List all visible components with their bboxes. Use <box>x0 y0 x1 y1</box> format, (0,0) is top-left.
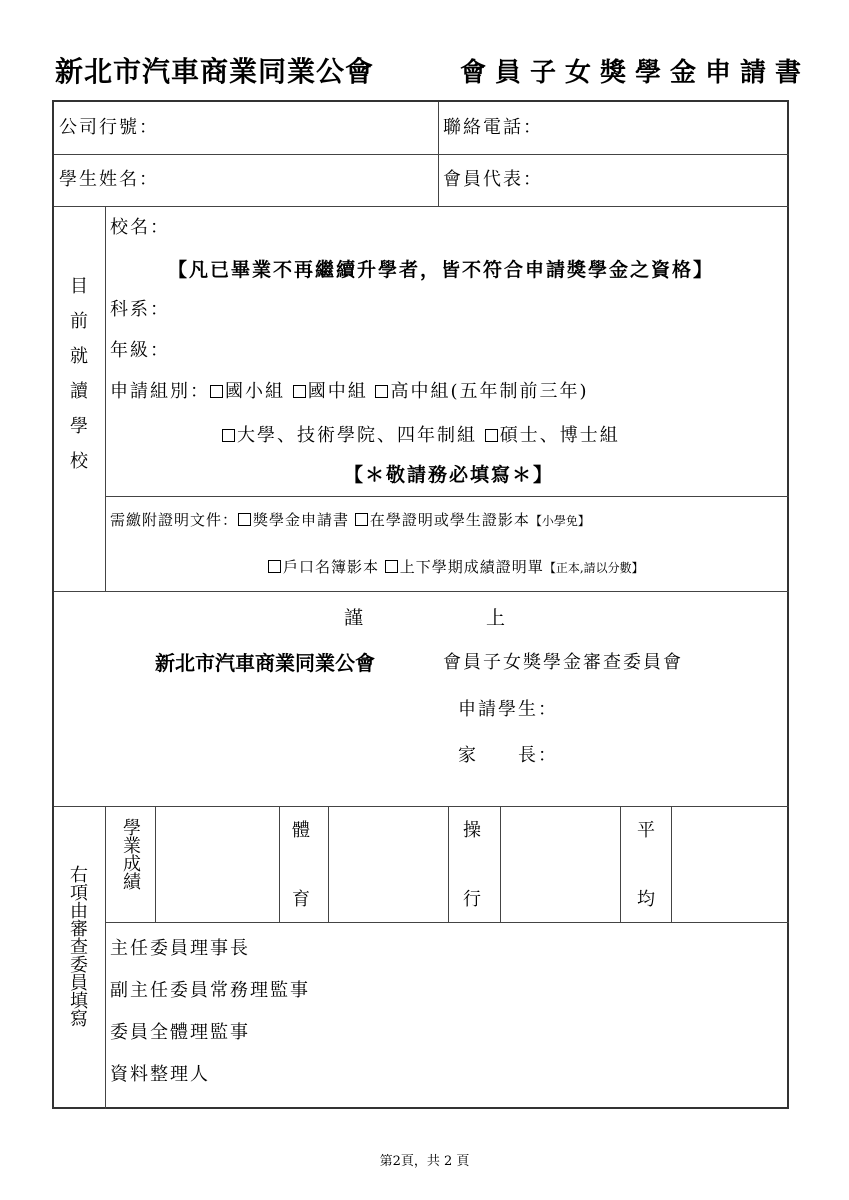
pe-label-bottom: 育 <box>292 889 312 910</box>
column-divider <box>155 806 156 922</box>
signer-chairman[interactable]: 主任委員理事長 <box>110 938 250 959</box>
conduct-label-top: 操 <box>463 820 483 841</box>
application-form <box>52 100 789 1109</box>
form-title: 會員子女獎學金申請書 <box>460 58 811 88</box>
average-grade-input[interactable] <box>673 808 788 921</box>
column-divider <box>279 806 280 922</box>
column-divider <box>105 206 106 591</box>
school-section-label: 目前就讀學校 <box>67 276 88 486</box>
row-divider <box>54 154 789 155</box>
group-options-row-1 <box>110 383 589 401</box>
checkbox-doc-household[interactable] <box>268 560 281 573</box>
documents-row-1 <box>110 513 590 528</box>
page-number: 第2頁，共 2 頁 <box>379 1154 470 1169</box>
column-divider <box>500 806 501 922</box>
checkbox-junior-high[interactable] <box>293 385 306 398</box>
column-divider <box>671 806 672 922</box>
checkbox-graduate[interactable] <box>485 429 498 442</box>
option-senior-high-label: 高中組(五年制前三年) <box>390 381 589 402</box>
doc-transcript-label: 上下學期成績證明單 <box>399 558 544 576</box>
option-university-label: 大學、技術學院、四年制組 <box>237 425 477 446</box>
department-field[interactable]: 科系： <box>110 299 170 320</box>
grade-field[interactable]: 年級： <box>110 340 170 361</box>
submit-word: 上 <box>486 607 508 629</box>
option-elementary-label: 國小組 <box>225 381 285 402</box>
checkbox-doc-transcript[interactable] <box>385 560 398 573</box>
column-divider <box>448 806 449 922</box>
academic-grade-label: 學業成績 <box>120 818 141 890</box>
academic-grade-input[interactable] <box>157 808 278 921</box>
required-notice: 【＊敬請務必填寫＊】 <box>344 464 555 486</box>
checkbox-doc-enrollment[interactable] <box>355 513 368 526</box>
option-graduate-label: 碩士、博士組 <box>499 425 620 446</box>
phone-field[interactable]: 聯絡電話： <box>443 117 543 138</box>
row-divider <box>105 922 789 923</box>
average-label-top: 平 <box>637 820 657 841</box>
doc-enrollment-note: 【小學免】 <box>529 514 590 528</box>
conduct-label-bottom: 行 <box>463 889 483 910</box>
option-junior-high-label: 國中組 <box>307 381 368 402</box>
doc-application-label: 獎學金申請書 <box>253 511 350 529</box>
header <box>55 50 811 94</box>
signer-data-organizer[interactable]: 資料整理人 <box>110 1064 210 1085</box>
company-name-field[interactable]: 公司行號： <box>59 117 159 138</box>
parent-signature-field[interactable]: 家 長： <box>458 745 558 766</box>
column-divider <box>438 102 439 206</box>
review-section-label: 右項由審查委員填寫 <box>67 865 88 1027</box>
applicant-signature-field[interactable]: 申請學生： <box>458 699 558 720</box>
group-label: 申請組別： <box>110 381 210 402</box>
graduate-notice: 【凡已畢業不再繼續升學者，皆不符合申請獎學金之資格】 <box>168 259 715 281</box>
signer-vice-chairman[interactable]: 副主任委員常務理監事 <box>110 980 310 1001</box>
row-divider <box>54 206 789 207</box>
checkbox-senior-high[interactable] <box>375 385 388 398</box>
signer-committee[interactable]: 委員全體理監事 <box>110 1022 250 1043</box>
member-rep-field[interactable]: 會員代表： <box>443 169 543 190</box>
student-name-field[interactable]: 學生姓名： <box>59 169 159 190</box>
documents-row-2 <box>268 560 644 575</box>
school-name-field[interactable]: 校名： <box>110 217 170 238</box>
row-divider <box>54 806 789 807</box>
documents-label: 需繳附證明文件： <box>110 511 239 529</box>
checkbox-elementary[interactable] <box>210 385 223 398</box>
column-divider <box>620 806 621 922</box>
header-organization: 新北市汽車商業同業公會 <box>55 55 375 88</box>
submission-organization: 新北市汽車商業同業公會 <box>155 651 375 675</box>
respectfully-word: 謹 <box>344 607 366 629</box>
submission-committee: 會員子女獎學金審查委員會 <box>443 652 683 673</box>
group-options-row-2 <box>222 427 620 445</box>
checkbox-university[interactable] <box>222 429 235 442</box>
row-divider <box>54 591 789 592</box>
doc-household-label: 戶口名簿影本 <box>283 558 380 576</box>
pe-grade-input[interactable] <box>330 808 447 921</box>
column-divider <box>328 806 329 922</box>
row-divider <box>105 496 789 497</box>
conduct-grade-input[interactable] <box>502 808 619 921</box>
average-label-bottom: 均 <box>637 889 657 910</box>
doc-transcript-note: 【正本,請以分數】 <box>543 561 644 575</box>
column-divider <box>105 806 106 1109</box>
checkbox-doc-application[interactable] <box>238 513 251 526</box>
doc-enrollment-label: 在學證明或學生證影本 <box>369 511 530 529</box>
pe-label-top: 體 <box>292 820 312 841</box>
